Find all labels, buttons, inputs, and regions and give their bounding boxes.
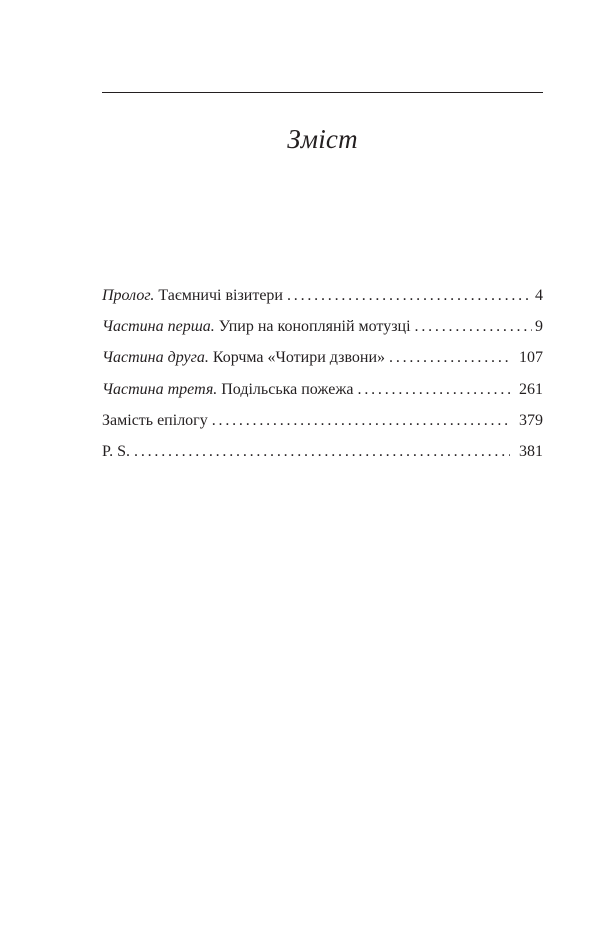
toc-entry-title: [102, 314, 411, 340]
toc-page-number: 4: [535, 287, 543, 304]
toc-entry-name: Замість епілогу: [102, 411, 208, 429]
toc-entry-part-three[interactable]: [102, 377, 543, 408]
toc-page-number: 379: [519, 411, 543, 429]
toc-entry-part: Пролог.: [102, 287, 155, 304]
toc-entry-name: P. S.: [102, 442, 131, 460]
toc-dot-leader: [389, 345, 510, 371]
toc-entry-title: [102, 345, 385, 371]
toc-entry-title: [102, 377, 354, 403]
toc-entry-part: Частина друга.: [102, 349, 209, 367]
toc-entry-ps[interactable]: [102, 439, 543, 470]
toc-entry-instead-of-epilogue[interactable]: [102, 408, 543, 439]
toc-page-number: 381: [519, 442, 543, 460]
toc-dot-leader: [358, 377, 510, 403]
table-of-contents: [102, 283, 543, 470]
toc-dot-leader: [287, 283, 532, 309]
toc-entry-part-two[interactable]: [102, 345, 543, 376]
toc-dot-leader: [134, 439, 510, 465]
toc-page-number: 261: [519, 380, 543, 398]
toc-page-number: 107: [519, 349, 543, 367]
toc-entry-name: Корчма «Чотири дзвони»: [208, 349, 386, 367]
toc-dot-leader: [212, 408, 510, 434]
toc-entry-part-one[interactable]: [102, 314, 543, 345]
toc-entry-name: Упир на конопляній мотузці: [214, 318, 411, 336]
toc-entry-title: [102, 283, 283, 309]
toc-entry-name: Таємничі візитери: [154, 287, 283, 304]
toc-entry-title: [102, 439, 130, 465]
toc-page-number: 9: [535, 318, 543, 336]
toc-entry-name: Подільська пожежа: [217, 380, 354, 398]
toc-entry-part: Частина перша.: [102, 318, 215, 336]
toc-entry-prologue[interactable]: [102, 283, 543, 314]
top-rule: [102, 92, 543, 93]
toc-entry-title: [102, 408, 208, 434]
page-title: Зміст: [287, 124, 358, 154]
toc-dot-leader: [415, 314, 532, 340]
toc-entry-part: Частина третя.: [102, 380, 218, 398]
